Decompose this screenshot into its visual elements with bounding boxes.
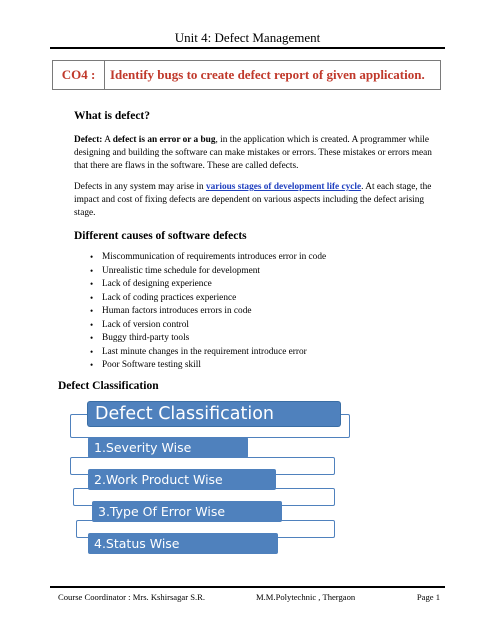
list-item (90, 305, 326, 319)
section-heading-causes: Different causes of software defects (74, 230, 247, 242)
list-item-text: Last minute changes in the requirement introduce error (102, 346, 307, 357)
defect-bold: defect is an error or a bug (112, 135, 216, 145)
diagram-title-bar: Defect Classification (88, 402, 340, 426)
course-outcome-text: Identify bugs to create defect report of given application. (110, 67, 425, 82)
defect-rest: , in the application which is created. A programmer while designing and building the software can make mistakes or errors. These mistakes or errors mean that there are flaws in the software. These are called defects. (74, 135, 432, 172)
bullet-icon: • (90, 346, 94, 357)
header-rule (50, 47, 445, 49)
arising-pre: Defects in any system may arise in (74, 182, 206, 192)
defect-term: Defect: (74, 135, 103, 145)
footer-coordinator: Course Coordinator : Mrs. Kshirsagar S.R. (58, 592, 206, 602)
bullet-icon: • (90, 333, 94, 343)
course-outcome-code: CO4 : (53, 61, 105, 89)
bullet-icon: • (90, 306, 94, 316)
list-item (90, 319, 326, 333)
list-item (90, 265, 326, 279)
defect-classification-diagram (70, 402, 354, 562)
bullet-icon: • (90, 252, 94, 262)
page-header: Unit 4: Defect Management (174, 30, 321, 45)
list-item-text: Lack of version control (102, 319, 189, 330)
arising-rest: . At each stage, the impact and cost of fixing defects are dependent on various aspects including the defect arising stage. (74, 182, 432, 219)
bullet-icon: • (90, 360, 94, 370)
list-item (90, 292, 326, 306)
list-item-text: Poor Software testing skill (102, 360, 201, 370)
list-item-text: Lack of designing experience (102, 279, 212, 289)
defect-arising-paragraph (74, 181, 434, 221)
defect-definition-paragraph (74, 134, 434, 174)
footer-rule (50, 586, 445, 588)
section-heading-what-is-defect: What is defect? (74, 110, 151, 122)
list-item-text: Miscommunication of requirements introduces error in code (102, 252, 327, 262)
bullet-icon: • (90, 265, 94, 276)
diagram-item-severity: 1.Severity Wise (88, 437, 248, 458)
footer-page-number: Page 1 (416, 592, 440, 602)
causes-list (90, 251, 326, 373)
diagram-item-work-product: 2.Work Product Wise (88, 469, 276, 490)
defect-pre: A (102, 135, 113, 145)
development-life-cycle-link[interactable]: various stages of development life cycle (205, 182, 362, 192)
bullet-icon: • (90, 292, 94, 303)
diagram-item-status: 4.Status Wise (88, 533, 278, 554)
list-item-text: Lack of coding practices experience (102, 292, 237, 303)
list-item-text: Human factors introduces errors in code (102, 306, 252, 316)
list-item-text: Buggy third-party tools (102, 333, 190, 343)
diagram-item-error-type: 3.Type Of Error Wise (92, 501, 282, 522)
list-item-text: Unrealistic time schedule for development (102, 265, 260, 276)
list-item (90, 278, 326, 292)
list-item (90, 346, 326, 360)
section-heading-classification: Defect Classification (58, 380, 159, 392)
list-item (90, 332, 326, 346)
course-outcome-box (52, 60, 441, 90)
bullet-icon: • (90, 279, 94, 289)
footer-institute: M.M.Polytechnic , Thergaon (256, 592, 356, 602)
list-item (90, 251, 326, 265)
list-item (90, 359, 326, 373)
bullet-icon: • (90, 319, 94, 330)
